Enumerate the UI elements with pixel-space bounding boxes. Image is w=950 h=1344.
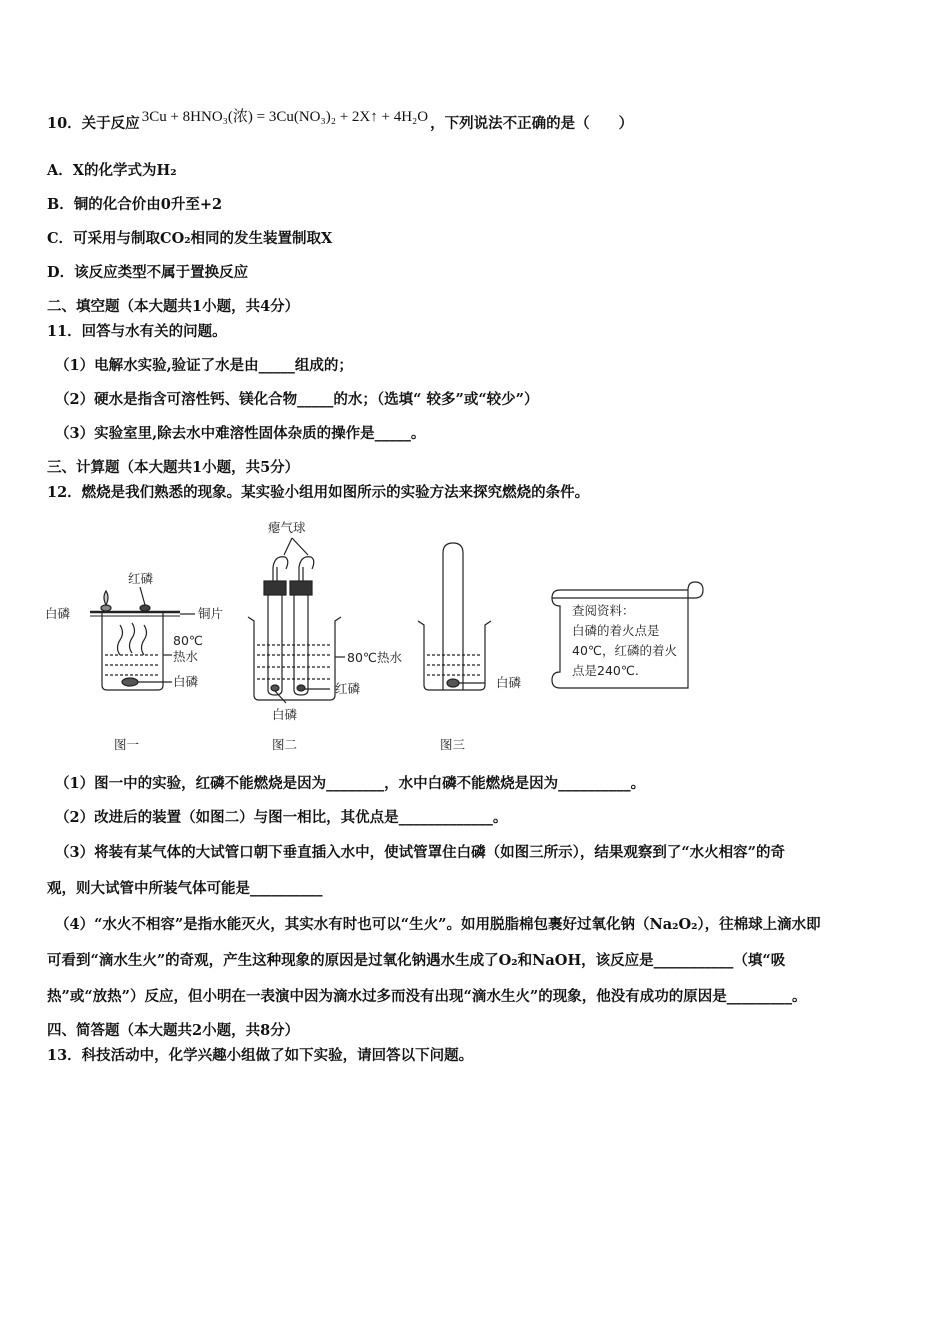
note-line-3: 40℃，红磷的着火 bbox=[572, 643, 677, 658]
q10-prefix: 10．关于反应 bbox=[47, 115, 140, 132]
q10-option-b: B．铜的化合价由0升至+2 bbox=[47, 196, 223, 213]
flame bbox=[104, 591, 108, 605]
caption-figure-1: 图一 bbox=[114, 737, 140, 752]
white-phosphorus-underwater bbox=[122, 678, 138, 686]
q10-option-d: D．该反应类型不属于置换反应 bbox=[47, 264, 249, 281]
combustion-experiment-figure bbox=[40, 505, 720, 760]
q12-part-3-line-2: 观，则大试管中所装气体可能是__________ bbox=[47, 880, 323, 897]
q12-part-4-line-2: 可看到“滴水生火”的奇观，产生这种现象的原因是过氧化钠遇水生成了O₂和NaOH，该反应是___________（填“吸 bbox=[47, 952, 786, 969]
q12-part-4-line-1: （4）“水火不相容”是指水能灭火，其实水有时也可以“生火”。如用脱脂棉包裹好过氧化钠（Na₂O₂），往棉球上滴水即 bbox=[55, 916, 821, 933]
q10-option-a: A．X的化学式为H₂ bbox=[47, 162, 177, 179]
q11-stem: 11．回答与水有关的问题。 bbox=[47, 323, 227, 340]
label-red-phosphorus: 红磷 bbox=[128, 571, 154, 586]
balloon-right bbox=[299, 557, 314, 569]
q10-option-c: C．可采用与制取CO₂相同的发生装置制取X bbox=[47, 230, 333, 247]
label-copper-plate: 铜片 bbox=[198, 606, 224, 621]
section-3-heading: 三、计算题（本大题共1小题，共5分） bbox=[47, 459, 300, 476]
note-line-1: 查阅资料： bbox=[572, 603, 635, 618]
q10-equation: 3Cu + 8HNO₃(浓) = 3Cu(NO₃)₂ + 2X↑ + 4H₂O bbox=[141, 109, 429, 125]
test-tube-right bbox=[294, 595, 308, 695]
q10-suffix: ，下列说法不正确的是（ ） bbox=[430, 115, 634, 132]
stopper-right bbox=[290, 581, 312, 595]
label-white-phosphorus-3: 白磷 bbox=[496, 675, 522, 690]
stopper-left bbox=[264, 581, 286, 595]
q12-stem: 12．燃烧是我们熟悉的现象。某实验小组用如图所示的实验方法来探究燃烧的条件。 bbox=[47, 484, 590, 501]
inverted-test-tube bbox=[443, 543, 463, 690]
section-2-heading: 二、填空题（本大题共1小题，共4分） bbox=[47, 298, 300, 315]
figure-svg bbox=[40, 505, 720, 760]
section-4-heading: 四、简答题（本大题共2小题，共8分） bbox=[47, 1022, 300, 1039]
q11-part-1: （1）电解水实验,验证了水是由_____组成的； bbox=[55, 357, 353, 374]
q12-part-4-line-3: 热”或“放热”）反应，但小明在一表演中因为滴水过多而没有出现“滴水生火”的现象，他没有成功的原因是_________。 bbox=[47, 988, 807, 1005]
note-line-2: 白磷的着火点是 bbox=[572, 623, 660, 638]
balloon-left bbox=[273, 557, 288, 569]
label-temperature: 80℃ bbox=[173, 633, 203, 648]
caption-figure-2: 图二 bbox=[272, 737, 298, 752]
q11-part-2: （2）硬水是指含可溶性钙、镁化合物_____的水；（选填“ 较多”或“较少”） bbox=[55, 391, 539, 408]
q12-part-2: （2）改进后的装置（如图二）与图一相比，其优点是_____________。 bbox=[55, 809, 508, 826]
label-white-phosphorus-bottom: 白磷 bbox=[173, 674, 199, 689]
label-white-phosphorus-left: 白磷 bbox=[45, 606, 71, 621]
label-white-phosphorus-2: 白磷 bbox=[272, 707, 298, 722]
label-balloon: 瘪气球 bbox=[268, 520, 306, 535]
caption-figure-3: 图三 bbox=[440, 737, 466, 752]
q10-stem bbox=[47, 109, 634, 134]
q13-stem: 13．科技活动中，化学兴趣小组做了如下实验，请回答以下问题。 bbox=[47, 1047, 474, 1064]
label-hot-water-80: 80℃热水 bbox=[347, 650, 402, 665]
label-red-phosphorus-2: 红磷 bbox=[335, 681, 361, 696]
label-hot-water: 热水 bbox=[173, 649, 199, 664]
q11-part-3: （3）实验室里,除去水中难溶性固体杂质的操作是_____。 bbox=[55, 425, 426, 442]
note-line-4: 点是240℃. bbox=[572, 663, 639, 678]
q12-part-3-line-1: （3）将装有某气体的大试管口朝下垂直插入水中，使试管罩住白磷（如图三所示），结果观察到了“水火相容”的奇 bbox=[55, 844, 786, 861]
q12-part-1: （1）图一中的实验，红磷不能燃烧是因为________，水中白磷不能燃烧是因为__________。 bbox=[55, 775, 646, 792]
